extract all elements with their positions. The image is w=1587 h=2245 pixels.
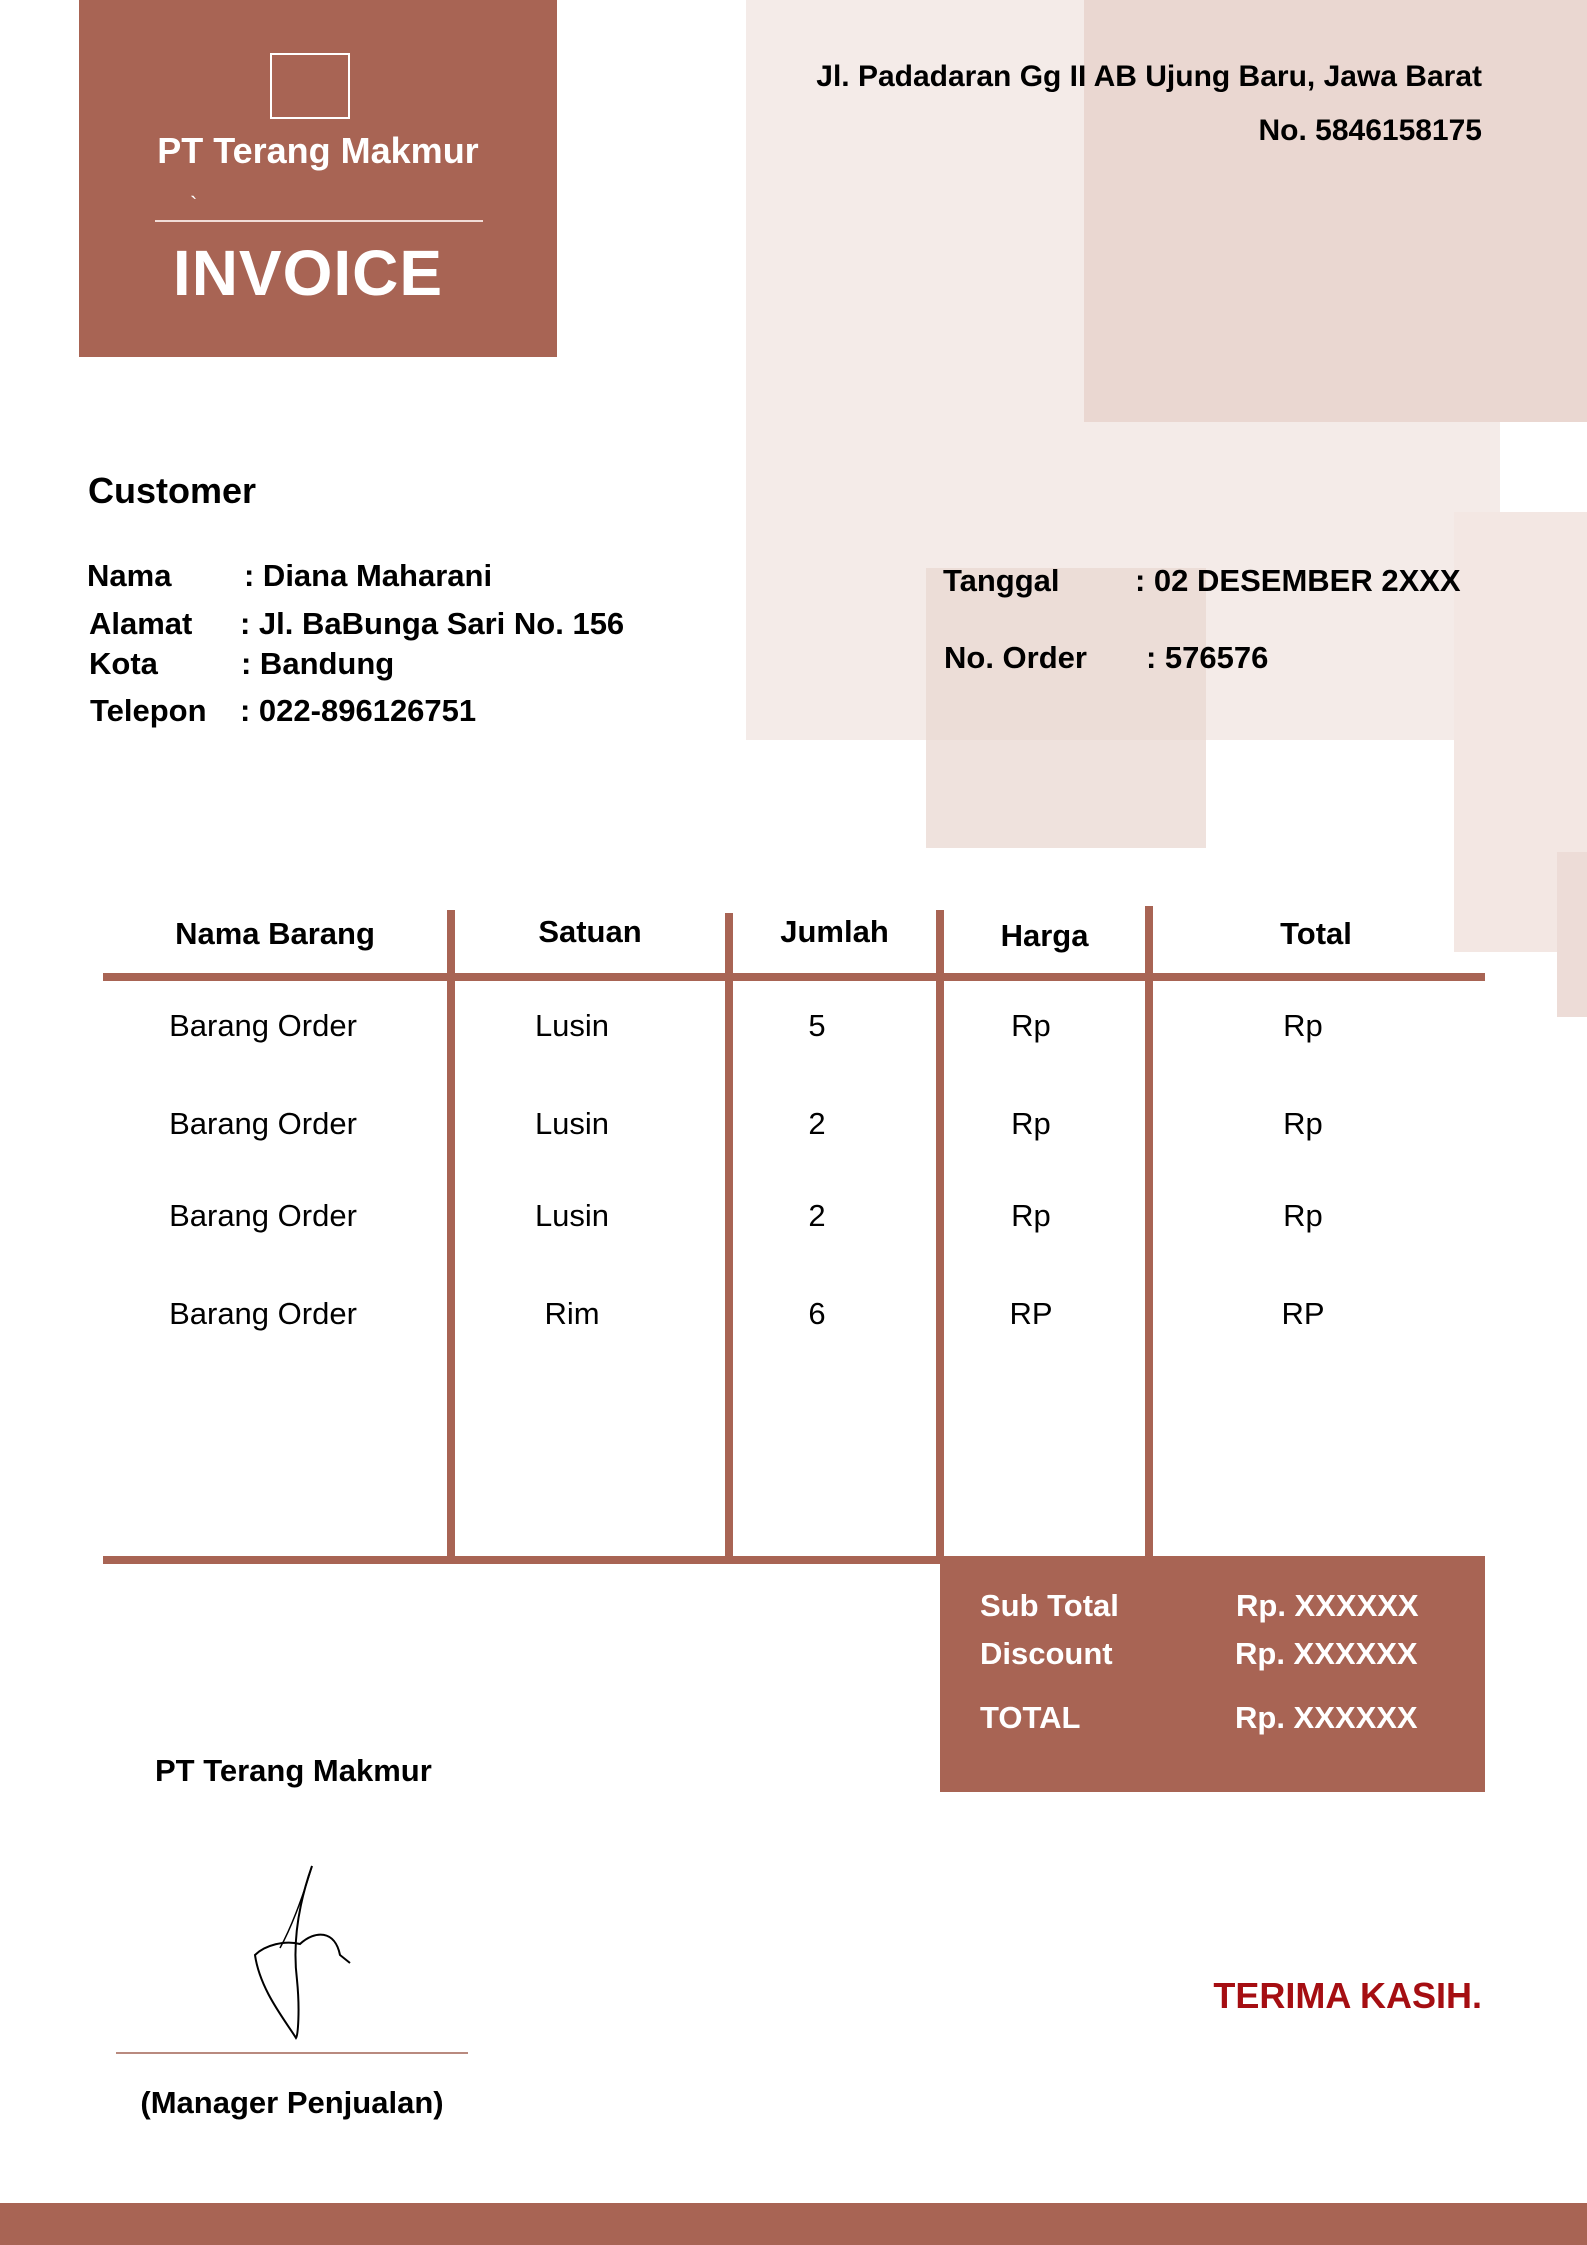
cell-price: Rp xyxy=(1011,1106,1051,1141)
cell-price: Rp xyxy=(1011,1198,1051,1233)
company-address: Jl. Padadaran Gg II AB Ujung Baru, Jawa Barat xyxy=(816,60,1482,93)
cell-qty: 2 xyxy=(808,1198,826,1233)
company-address-block xyxy=(816,50,1482,158)
signature-role: (Manager Penjualan) xyxy=(140,2085,444,2120)
table-header-qty: Jumlah xyxy=(780,914,889,949)
customer-title: Customer xyxy=(88,470,257,511)
table-column-divider-1 xyxy=(447,910,455,1558)
logo-placeholder-icon xyxy=(270,53,350,119)
cell-unit: Lusin xyxy=(534,1008,610,1043)
tick-mark: ` xyxy=(190,192,198,217)
cell-unit: Lusin xyxy=(534,1198,610,1233)
cell-unit: Rim xyxy=(544,1296,600,1331)
total-label: TOTAL xyxy=(980,1700,1081,1735)
company-number: No. 5846158175 xyxy=(1258,114,1482,147)
customer-name-label: Nama xyxy=(87,558,172,593)
order-number-label: No. Order xyxy=(944,640,1087,675)
subtotal-value: Rp. XXXXXX xyxy=(1236,1588,1419,1623)
table-column-divider-4 xyxy=(1145,906,1153,1558)
table-header-price: Harga xyxy=(1000,918,1089,953)
customer-phone-label: Telepon xyxy=(90,693,207,728)
customer-phone-value: : 022-896126751 xyxy=(240,693,477,728)
signature-scribble-icon xyxy=(240,1860,360,2050)
cell-price: RP xyxy=(1009,1296,1053,1331)
table-column-divider-2 xyxy=(725,913,733,1564)
cell-total: Rp xyxy=(1283,1008,1323,1043)
cell-item: Barang Order xyxy=(169,1106,357,1141)
company-name: PT Terang Makmur xyxy=(157,130,479,171)
cell-qty: 5 xyxy=(808,1008,826,1043)
table-bottom-rule xyxy=(103,1556,943,1564)
cell-total: Rp xyxy=(1283,1106,1323,1141)
customer-address-value: : Jl. BaBunga Sari No. 156 xyxy=(240,606,625,641)
total-value: Rp. XXXXXX xyxy=(1235,1700,1418,1735)
date-value: : 02 DESEMBER 2XXX xyxy=(1135,563,1461,598)
discount-value: Rp. XXXXXX xyxy=(1235,1636,1418,1671)
brand-divider xyxy=(155,220,483,222)
signature-line xyxy=(116,2052,468,2054)
signature-company: PT Terang Makmur xyxy=(155,1753,432,1788)
cell-price: Rp xyxy=(1011,1008,1051,1043)
cell-unit: Lusin xyxy=(534,1106,610,1141)
closing-message: TERIMA KASIH. xyxy=(1213,1975,1482,2016)
document-title: INVOICE xyxy=(172,237,444,309)
customer-city-label: Kota xyxy=(89,646,158,681)
customer-address-label: Alamat xyxy=(89,606,193,641)
cell-qty: 2 xyxy=(808,1106,826,1141)
table-header-item: Nama Barang xyxy=(175,916,375,951)
subtotal-label: Sub Total xyxy=(980,1588,1119,1623)
footer-bar xyxy=(0,2203,1587,2245)
cell-qty: 6 xyxy=(808,1296,826,1331)
table-header-total: Total xyxy=(1280,916,1352,951)
order-number-value: : 576576 xyxy=(1146,640,1269,675)
cell-item: Barang Order xyxy=(169,1296,357,1331)
decor-block-right-small xyxy=(1557,852,1587,1017)
cell-item: Barang Order xyxy=(169,1008,357,1043)
table-header-unit: Satuan xyxy=(538,914,642,949)
cell-item: Barang Order xyxy=(169,1198,357,1233)
customer-city-value: : Bandung xyxy=(241,646,395,681)
cell-total: Rp xyxy=(1283,1198,1323,1233)
date-label: Tanggal xyxy=(943,563,1060,598)
discount-label: Discount xyxy=(980,1636,1113,1671)
cell-total: RP xyxy=(1281,1296,1325,1331)
table-column-divider-3 xyxy=(936,910,944,1558)
decor-block-mid xyxy=(926,568,1206,848)
customer-name-value: : Diana Maharani xyxy=(244,558,493,593)
table-header-rule xyxy=(103,973,1485,981)
